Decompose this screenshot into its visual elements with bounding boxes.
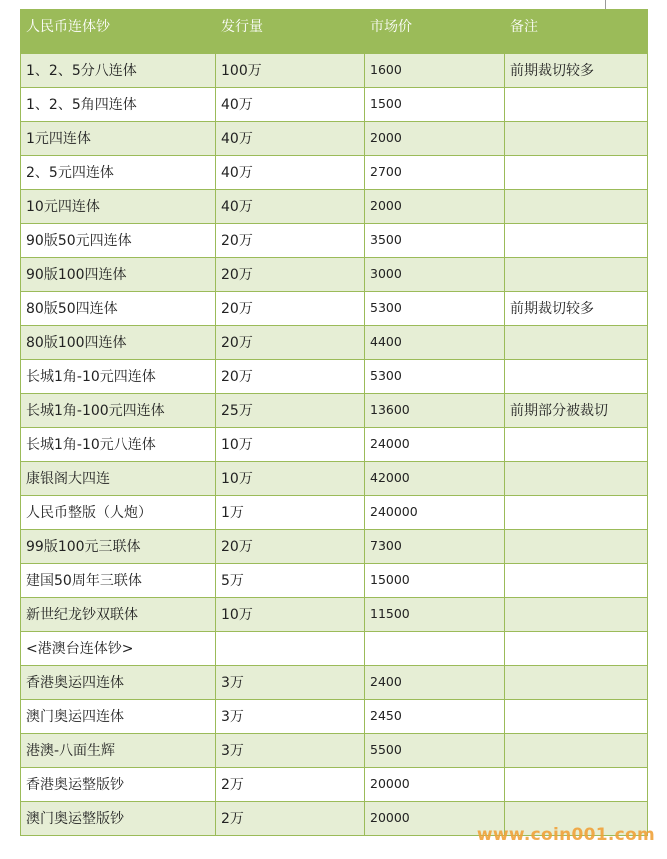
cell-issue: 20万	[216, 224, 365, 258]
cell-name: 长城1角-100元四连体	[21, 394, 216, 428]
table-row	[21, 734, 648, 768]
cell-issue: 2万	[216, 768, 365, 802]
cell-issue: 100万	[216, 54, 365, 88]
cell-issue: 25万	[216, 394, 365, 428]
cell-issue: 40万	[216, 88, 365, 122]
table-row	[21, 428, 648, 462]
table-row	[21, 122, 648, 156]
cell-issue: 10万	[216, 462, 365, 496]
cell-name: 香港奥运整版钞	[21, 768, 216, 802]
cell-note: 前期部分被裁切	[505, 394, 648, 428]
cell-price	[365, 632, 505, 666]
cell-name: <港澳台连体钞>	[21, 632, 216, 666]
cell-note	[505, 496, 648, 530]
table-header-row	[21, 10, 648, 54]
cell-name: 90版50元四连体	[21, 224, 216, 258]
table-row	[21, 666, 648, 700]
cell-issue: 3万	[216, 666, 365, 700]
cell-issue: 1万	[216, 496, 365, 530]
cell-note	[505, 156, 648, 190]
cell-note	[505, 326, 648, 360]
cell-name: 99版100元三联体	[21, 530, 216, 564]
cell-issue: 10万	[216, 598, 365, 632]
cell-note	[505, 190, 648, 224]
cell-price: 1500	[365, 88, 505, 122]
cell-name: 长城1角-10元四连体	[21, 360, 216, 394]
header-name: 人民币连体钞	[21, 10, 216, 54]
cell-price: 11500	[365, 598, 505, 632]
table-row	[21, 496, 648, 530]
cell-issue: 20万	[216, 360, 365, 394]
cell-price: 240000	[365, 496, 505, 530]
cell-note	[505, 734, 648, 768]
cell-note	[505, 258, 648, 292]
text-cursor-mark	[605, 0, 606, 9]
cell-note	[505, 462, 648, 496]
table-row	[21, 632, 648, 666]
table-row	[21, 394, 648, 428]
cell-name: 建国50周年三联体	[21, 564, 216, 598]
table-row	[21, 700, 648, 734]
cell-price: 2000	[365, 190, 505, 224]
table-row	[21, 88, 648, 122]
cell-note	[505, 428, 648, 462]
cell-note	[505, 564, 648, 598]
cell-issue: 5万	[216, 564, 365, 598]
table-row	[21, 292, 648, 326]
cell-name: 港澳-八面生辉	[21, 734, 216, 768]
table-row	[21, 564, 648, 598]
cell-name: 澳门奥运四连体	[21, 700, 216, 734]
cell-issue: 2万	[216, 802, 365, 836]
cell-issue	[216, 632, 365, 666]
cell-name: 90版100四连体	[21, 258, 216, 292]
header-price: 市场价	[365, 10, 505, 54]
cell-name: 长城1角-10元八连体	[21, 428, 216, 462]
cell-issue: 3万	[216, 734, 365, 768]
cell-price: 42000	[365, 462, 505, 496]
cell-price: 7300	[365, 530, 505, 564]
cell-price: 20000	[365, 802, 505, 836]
cell-price: 2400	[365, 666, 505, 700]
cell-price: 13600	[365, 394, 505, 428]
cell-note	[505, 768, 648, 802]
cell-name: 1、2、5角四连体	[21, 88, 216, 122]
table-row	[21, 360, 648, 394]
cell-price: 2450	[365, 700, 505, 734]
cell-price: 24000	[365, 428, 505, 462]
cell-name: 1元四连体	[21, 122, 216, 156]
cell-issue: 40万	[216, 156, 365, 190]
cell-price: 3500	[365, 224, 505, 258]
cell-price: 3000	[365, 258, 505, 292]
cell-note	[505, 360, 648, 394]
table-row	[21, 598, 648, 632]
table-row	[21, 530, 648, 564]
cell-price: 5300	[365, 292, 505, 326]
cell-price: 2000	[365, 122, 505, 156]
cell-issue: 20万	[216, 292, 365, 326]
table-row	[21, 224, 648, 258]
cell-name: 香港奥运四连体	[21, 666, 216, 700]
cell-issue: 40万	[216, 122, 365, 156]
cell-price: 4400	[365, 326, 505, 360]
table-row	[21, 54, 648, 88]
cell-name: 澳门奥运整版钞	[21, 802, 216, 836]
header-issue: 发行量	[216, 10, 365, 54]
cell-note	[505, 666, 648, 700]
table-row	[21, 156, 648, 190]
table-row	[21, 190, 648, 224]
cell-note: 前期裁切较多	[505, 54, 648, 88]
header-note: 备注	[505, 10, 648, 54]
table-row	[21, 462, 648, 496]
table-row	[21, 768, 648, 802]
cell-note	[505, 530, 648, 564]
cell-issue: 3万	[216, 700, 365, 734]
banknote-price-table	[20, 9, 648, 836]
cell-note	[505, 88, 648, 122]
cell-price: 2700	[365, 156, 505, 190]
cell-name: 80版100四连体	[21, 326, 216, 360]
cell-issue: 20万	[216, 258, 365, 292]
cell-note	[505, 598, 648, 632]
cell-price: 5500	[365, 734, 505, 768]
cell-issue: 20万	[216, 530, 365, 564]
cell-issue: 10万	[216, 428, 365, 462]
cell-note	[505, 632, 648, 666]
cell-name: 2、5元四连体	[21, 156, 216, 190]
watermark-text: www.coin001.com	[476, 825, 655, 845]
cell-note: 前期裁切较多	[505, 292, 648, 326]
cell-price: 20000	[365, 768, 505, 802]
cell-price: 1600	[365, 54, 505, 88]
cell-price: 15000	[365, 564, 505, 598]
cell-issue: 40万	[216, 190, 365, 224]
table-body	[21, 54, 648, 836]
cell-name: 80版50四连体	[21, 292, 216, 326]
cell-issue: 20万	[216, 326, 365, 360]
cell-note	[505, 224, 648, 258]
table-row	[21, 326, 648, 360]
cell-price: 5300	[365, 360, 505, 394]
cell-name: 人民币整版（人炮）	[21, 496, 216, 530]
cell-name: 康银阁大四连	[21, 462, 216, 496]
cell-note	[505, 122, 648, 156]
cell-name: 新世纪龙钞双联体	[21, 598, 216, 632]
cell-name: 1、2、5分八连体	[21, 54, 216, 88]
table-row	[21, 258, 648, 292]
cell-name: 10元四连体	[21, 190, 216, 224]
cell-note	[505, 700, 648, 734]
